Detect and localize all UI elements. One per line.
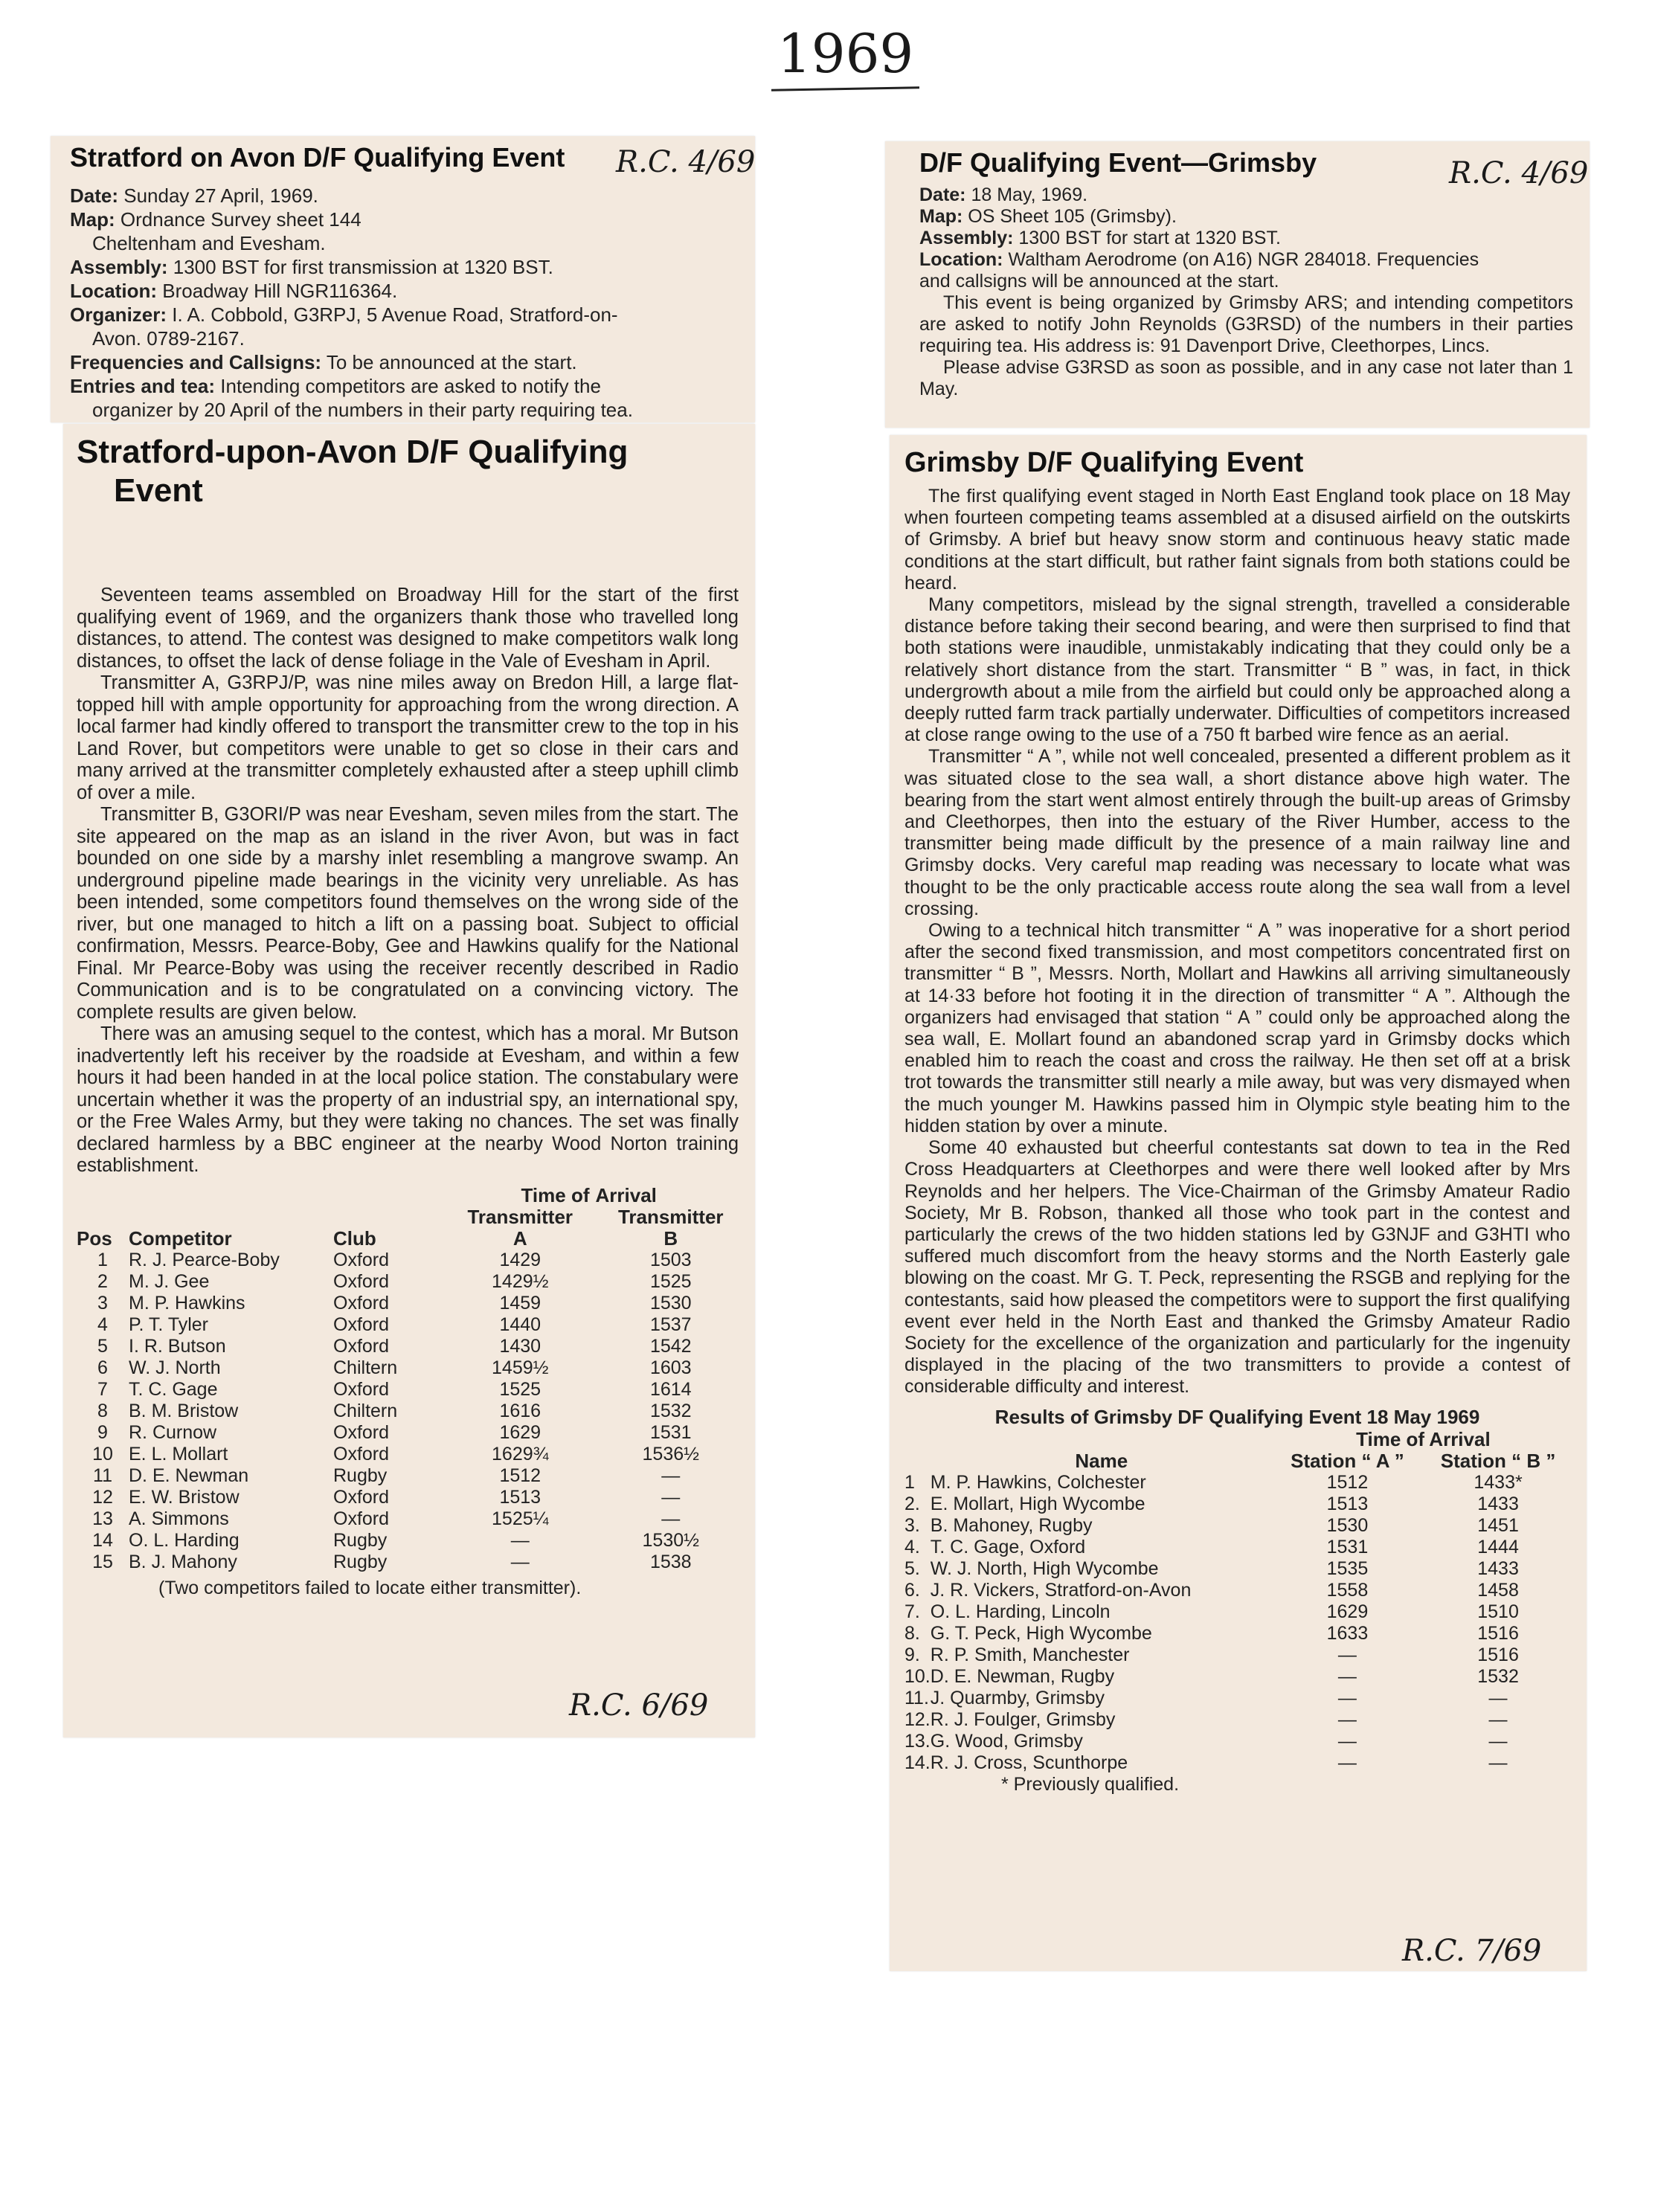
table-row [904,1709,1574,1731]
year-text: 1969 [777,22,914,85]
cell-pos: 5. [904,1557,920,1579]
table-row [77,1530,746,1552]
cell-b: 1530½ [642,1529,699,1551]
clip1-item-date [70,184,739,208]
cell-a: — [1337,1644,1357,1665]
clip2-title: D/F Qualifying Event—Grimsby [919,147,1317,178]
cell-pos: 1 [97,1249,108,1270]
cell-club: Oxford [333,1421,390,1443]
year-underline [771,86,919,91]
item-text: 18 May, 1969. [971,184,1088,205]
item-text: Sunday 27 April, 1969. [123,184,318,207]
cell-b: 1532 [1477,1665,1519,1687]
handwritten-note-1: R.C. 4/69 [616,145,756,179]
col-transmitter-b [596,1206,747,1250]
cell-b: 1516 [1477,1622,1519,1644]
cell-b: 1516 [1477,1644,1519,1665]
cell-club: Oxford [333,1292,390,1314]
header-time-of: Time of [521,1183,590,1206]
clip4-body [904,486,1570,1398]
table-row [77,1444,746,1465]
cell-pos: 11 [93,1465,112,1486]
table-row [77,1487,746,1508]
cell-name: O. L. Harding [129,1529,240,1551]
clip4-paragraph: Some 40 exhausted but cheerful contestants sat down to tea in the Red Cross Headquarters at Cleethorpes and were there well looked after by Mrs Reynolds and her helpers. The Vice-Chairman of the Grimsby Amateur Radio Society, Mr B. Robson, thanked all those who took part in the contest and particularly the crews of the two hidden stations led by G3NJF and G3HTI who suffered much discomfort from the heavy storms and the North Easterly gale blowing on the coast. Mr G. T. Peck, representing the RSGB and replying for the contestants, said how pleased the competitors were to support the first qualifying event ever held in the North East and thanked the Grimsby Amateur Radio Society for the excellence of the organization and particularly for the ingenuity displayed in the placing of the two transmitters to provide a contest of considerable difficulty and interest. [904,1137,1570,1398]
cell-name: R. P. Smith, Manchester [930,1644,1130,1665]
table-row [77,1465,746,1487]
cell-name: B. M. Bristow [129,1400,239,1421]
cell-name: M. P. Hawkins [129,1292,245,1314]
col-transmitter-a-label: Transmitter [467,1205,573,1228]
table-row [904,1752,1574,1774]
cell-b: 1458 [1477,1579,1519,1601]
table-row [904,1731,1574,1752]
cell-a: — [510,1529,530,1551]
cell-name: R. Curnow [129,1421,217,1443]
cell-b: 1532 [649,1400,692,1421]
cell-a: 1430 [499,1335,542,1357]
clip3-table-body [77,1250,746,1573]
cell-club: Rugby [333,1465,388,1486]
cell-a: 1629 [1326,1601,1369,1622]
cell-club: Oxford [333,1335,390,1357]
cell-pos: 14. [904,1752,931,1773]
item-continuation: Avon. 0789-2167. [92,327,245,350]
cell-a: 1525¼ [492,1508,549,1529]
clip1-item-map [70,208,739,255]
cell-a: 1525 [499,1378,542,1400]
cell-name: O. L. Harding, Lincoln [930,1601,1111,1622]
clip4-paragraph: Transmitter “ A ”, while not well concealed, presented a different problem as it was situated close to the sea wall, a short distance above high water. The bearing from the start went almost entirely through the built-up areas of Grimsby and Cleethorpes, then into the estuary of the River Humber, access to the transmitter being made difficult by the presence of a main railway line and Grimsby docks. Very careful map reading was necessary to locate what was thought to be the only practicable access route along the sea wall from a level crossing. [904,746,1570,919]
clipping-stratford-report [63,424,755,1737]
clip1-title: Stratford on Avon D/F Qualifying Event [70,142,565,173]
cell-a: — [1337,1687,1357,1708]
handwritten-note-2: R.C. 4/69 [1449,156,1589,190]
item-label: Map: [70,208,115,231]
item-text: Broadway Hill NGR116364. [162,280,398,302]
cell-pos: 7. [904,1601,920,1622]
cell-pos: 9 [97,1421,108,1443]
clip3-paragraph: Seventeen teams assembled on Broadway Hill for the start of the first qualifying event of 1969, and the organizers thank those who travelled long distances, to attend. The contest was designed to make competitors walk long distances, to offset the lack of dense foliage in the Vale of Evesham in April. [77,585,739,672]
cell-name: J. Quarmby, Grimsby [930,1687,1105,1708]
cell-b: 1531 [649,1421,692,1443]
cell-pos: 2. [904,1493,920,1514]
table-row [77,1401,746,1422]
cell-a: 1629¾ [492,1443,549,1465]
cell-name: G. T. Peck, High Wycombe [930,1622,1152,1644]
clip3-table-footnote: (Two competitors failed to locate either transmitter). [158,1577,582,1598]
cell-pos: 4 [97,1314,108,1335]
clip3-table-header [77,1206,746,1250]
cell-pos: 5 [97,1335,108,1357]
col-station-b: Station “ B ” [1440,1449,1556,1472]
clip3-paragraph: Transmitter A, G3RPJ/P, was nine miles away on Bredon Hill, a large flat-topped hill with ample opportunity for approaching from the wrong direction. A local farmer had kindly offered to transport the transmitter crew to the top in his Land Rover, but competitors were unable to get so close in their cars and many arrived at the transmitter completely exhausted after a steep uphill climb of over a mile. [77,672,739,803]
cell-name: W. J. North [129,1357,221,1378]
clip2-info-list [919,184,1573,292]
table-row [904,1601,1574,1623]
clip4-paragraph: Many competitors, mislead by the signal strength, travelled a considerable distance before taking their second bearing, and were then surprised to find that both stations were inaudible, unmistakably indicating that they could only be a relatively short distance from the start. Transmitter “ B ” was, in fact, in thick undergrowth about a mile from the airfield but could only be approached along a deeply rutted farm track partially underwater. Difficulties of competitors increased at close range owing to the use of a 750 ft barbed wire fence as an aerial. [904,594,1570,746]
cell-name: G. Wood, Grimsby [930,1730,1083,1752]
cell-a: 1459½ [492,1357,549,1378]
cell-pos: 7 [97,1378,108,1400]
cell-a: 1513 [499,1486,542,1508]
cell-name: D. E. Newman [129,1465,249,1486]
item-label: Assembly: [70,256,168,278]
cell-b: 1537 [649,1314,692,1335]
clip3-table-header-top [77,1185,746,1206]
cell-pos: 14 [92,1529,113,1551]
clip4-paragraph: Owing to a technical hitch transmitter “ A ” was inoperative for a short period after the second fixed transmission, and most competitors concentrated first on transmitter “ B ”, Messrs. North, Mollart and Hawkins all arriving simultaneously at 14·33 before hot footing it in the direction of transmitter “ A ”. Although the organizers had envisaged that station “ A ” could only be approached along the sea wall, E. Mollart found an abandoned scrap yard in Grimsby docks which enabled him to reach the coast and cross the railway. He then set off at a brisk trot towards the transmitter still nearly a mile away, but was very dismayed when the much younger M. Hawkins passed him in Olympic style beating him to the hidden station by over a minute. [904,920,1570,1136]
cell-a: 1429 [499,1249,542,1270]
item-label: Map: [919,206,963,227]
cell-b: 1433 [1477,1557,1519,1579]
col-station-a: Station “ A ” [1291,1449,1404,1472]
item-text: Intending competitors are asked to notify the [220,375,601,397]
clip1-item-entries [70,374,739,422]
cell-club: Chiltern [333,1400,398,1421]
cell-club: Oxford [333,1270,390,1292]
cell-a: 1512 [499,1465,542,1486]
header-time-of-arrival: Time of Arrival [1356,1427,1491,1450]
clip4-table-body [904,1472,1574,1774]
cell-b: 1542 [649,1335,692,1357]
table-row [904,1644,1574,1666]
clip2-item-map [919,206,1573,228]
item-text: Ordnance Survey sheet 144 [120,208,361,231]
clip3-paragraph: Transmitter B, G3ORI/P was near Evesham, seven miles from the start. The site appeared on the map as an island in the river Avon, but was in fact bounded on one side by a marshy inlet resembling a mangrove swamp. An underground pipeline made bearings in the vicinity very unreliable. As has been intended, some competitors found themselves on the wrong side of the river, but one managed to hitch a lift on a passing boat. Subject to official confirmation, Messrs. Pearce-Boby, Gee and Hawkins qualify for the National Final. Mr Pearce-Boby was using the receiver recently described in Radio Communication and is to be congratulated on a convincing victory. The complete results are given below. [77,804,739,1023]
cell-b: 1538 [649,1551,692,1572]
header-arrival: Arrival [595,1183,657,1206]
item-text: I. A. Cobbold, G3RPJ, 5 Avenue Road, Stratford-on- [172,303,618,326]
table-row [904,1580,1574,1601]
clip2-paragraph: Please advise G3RSD as soon as possible, and in any case not later than 1 May. [919,357,1573,399]
cell-a: 1459 [499,1292,542,1314]
cell-b: 1603 [649,1357,692,1378]
cell-club: Oxford [333,1378,390,1400]
table-row [77,1508,746,1530]
clip1-info-list [70,184,739,422]
table-row [77,1422,746,1444]
item-text: Waltham Aerodrome (on A16) NGR 284018. Frequencies [1008,249,1479,270]
table-row [77,1379,746,1401]
cell-b: 1451 [1477,1514,1519,1536]
cell-b: 1433* [1474,1471,1523,1493]
cell-club: Oxford [333,1314,390,1335]
cell-a: 1633 [1326,1622,1369,1644]
table-row [77,1293,746,1314]
cell-a: — [1337,1752,1357,1773]
cell-a: — [1337,1665,1357,1687]
item-label: Entries and tea: [70,375,216,397]
cell-name: B. Mahoney, Rugby [930,1514,1093,1536]
clip2-body [919,292,1573,400]
cell-club: Oxford [333,1508,390,1529]
clip4-table-header [904,1450,1574,1472]
col-club: Club [333,1226,376,1250]
clip1-item-organizer [70,303,739,350]
cell-name: E. W. Bristow [129,1486,240,1508]
cell-b: — [661,1486,681,1508]
cell-pos: 8 [97,1400,108,1421]
clip1-item-assembly [70,255,739,279]
clip3-title [77,433,739,510]
cell-pos: 13. [904,1730,931,1752]
cell-pos: 10. [904,1665,931,1687]
clip4-table-header-top [904,1429,1574,1450]
item-label: Location: [70,280,157,302]
col-transmitter-b-label: Transmitter [617,1205,724,1228]
clip4-title: Grimsby D/F Qualifying Event [904,447,1304,478]
col-name: Name [1075,1449,1128,1472]
clip4-table-title: Results of Grimsby DF Qualifying Event 18 May 1969 [994,1405,1480,1428]
cell-b: — [1488,1687,1508,1708]
cell-name: D. E. Newman, Rugby [930,1665,1115,1687]
clip2-item-assembly [919,228,1573,249]
cell-pos: 3. [904,1514,920,1536]
cell-pos: 8. [904,1622,920,1644]
cell-pos: 6. [904,1579,920,1601]
item-continuation: and callsigns will be announced at the start. [919,271,1279,292]
item-text: 1300 BST for first transmission at 1320 BST. [173,256,553,278]
cell-b: — [1488,1730,1508,1752]
table-row [77,1552,746,1573]
cell-b: — [661,1465,681,1486]
cell-pos: 4. [904,1536,920,1557]
table-row [904,1537,1574,1558]
cell-b: 1444 [1477,1536,1519,1557]
cell-a: 1616 [499,1400,542,1421]
cell-b: 1530 [649,1292,692,1314]
cell-a: 1629 [499,1421,542,1443]
cell-club: Rugby [333,1551,388,1572]
cell-name: A. Simmons [129,1508,229,1529]
cell-b: 1525 [649,1270,692,1292]
cell-b: 1510 [1477,1601,1519,1622]
table-row [904,1623,1574,1644]
cell-a: 1440 [499,1314,542,1335]
cell-pos: 2 [97,1270,108,1292]
cell-club: Oxford [333,1443,390,1465]
table-row [77,1357,746,1379]
cell-name: P. T. Tyler [129,1314,209,1335]
cell-name: E. Mollart, High Wycombe [930,1493,1145,1514]
cell-b: — [1488,1708,1508,1730]
cell-a: 1429½ [492,1270,549,1292]
item-continuation: Cheltenham and Evesham. [92,232,326,254]
table-row [77,1314,746,1336]
item-label: Date: [919,184,966,205]
table-row [904,1688,1574,1709]
clip1-item-frequencies [70,350,739,374]
item-label: Frequencies and Callsigns: [70,351,322,373]
cell-pos: 11. [904,1687,929,1708]
clip4-results-table [904,1429,1574,1774]
cell-b: — [661,1508,681,1529]
item-text: To be announced at the start. [326,351,577,373]
clip4-table-footnote: * Previously qualified. [1001,1773,1180,1795]
cell-a: — [1337,1708,1357,1730]
col-transmitter-b-sub: B [663,1226,678,1250]
table-row [904,1558,1574,1580]
cell-a: 1535 [1326,1557,1369,1579]
cell-name: R. J. Pearce-Boby [129,1249,280,1270]
clip3-body [77,585,739,1177]
cell-b: 1433 [1477,1493,1519,1514]
col-competitor: Competitor [129,1226,232,1250]
cell-name: M. P. Hawkins, Colchester [930,1471,1146,1493]
item-label: Location: [919,249,1003,270]
handwritten-note-4: R.C. 7/69 [1402,1934,1542,1968]
col-transmitter-a-sub: A [512,1226,527,1250]
cell-name: T. C. Gage [129,1378,218,1400]
table-row [77,1336,746,1357]
cell-pos: 12. [904,1708,931,1730]
clip2-paragraph: This event is being organized by Grimsby ARS; and intending competitors are asked to notify John Reynolds (G3RSD) of the numbers in their parties requiring tea. His address is: 91 Davenport Drive, Cleethorpes, Lincs. [919,292,1573,356]
cell-pos: 9. [904,1644,920,1665]
table-row [904,1515,1574,1537]
cell-a: 1558 [1326,1579,1369,1601]
cell-b: — [1488,1752,1508,1773]
table-row [904,1472,1574,1494]
item-label: Date: [70,184,119,207]
cell-pos: 3 [97,1292,108,1314]
cell-name: I. R. Butson [129,1335,226,1357]
clipping-grimsby-report [890,435,1587,1971]
col-transmitter-a [445,1206,596,1250]
cell-name: R. J. Foulger, Grimsby [930,1708,1116,1730]
cell-pos: 12 [92,1486,113,1508]
cell-name: W. J. North, High Wycombe [930,1557,1159,1579]
clip3-results-table [77,1185,746,1573]
clip3-paragraph: There was an amusing sequel to the contest, which has a moral. Mr Butson inadvertently left his receiver by the roadside at Evesham, and within a few hours it had been handed in at the local police station. The constabulary were uncertain whether it was the property of an industrial spy, an international spy, or the Free Wales Army, but they were taking no chances. The set was finally declared harmless by a BBC engineer at the nearby Wood Norton training establishment. [77,1023,739,1176]
cell-name: J. R. Vickers, Stratford-on-Avon [930,1579,1192,1601]
cell-pos: 6 [97,1357,108,1378]
clip1-item-location [70,279,739,303]
item-label: Organizer: [70,303,167,326]
cell-a: — [510,1551,530,1572]
cell-club: Chiltern [333,1357,398,1378]
table-row [77,1250,746,1271]
table-row [904,1494,1574,1515]
cell-club: Rugby [333,1529,388,1551]
cell-b: 1536½ [642,1443,699,1465]
table-row [904,1666,1574,1688]
col-pos: Pos [77,1226,112,1250]
cell-name: R. J. Cross, Scunthorpe [930,1752,1128,1773]
cell-a: 1531 [1326,1536,1369,1557]
cell-pos: 10 [92,1443,113,1465]
cell-a: 1512 [1326,1471,1369,1493]
cell-b: 1503 [649,1249,692,1270]
clip4-paragraph: The first qualifying event staged in North East England took place on 18 May when fourteen competing teams assembled at a disused airfield on the outskirts of Grimsby. A brief but heavy snow storm and continuous heavy static made conditions at the start difficult, but rather faint signals from both stations could be heard. [904,486,1570,594]
handwritten-year [777,22,913,85]
cell-name: T. C. Gage, Oxford [930,1536,1086,1557]
handwritten-note-3: R.C. 6/69 [569,1688,709,1723]
item-text: 1300 BST for start at 1320 BST. [1018,228,1281,248]
cell-pos: 15 [92,1551,113,1572]
cell-pos: 1 [904,1471,915,1493]
cell-club: Oxford [333,1249,390,1270]
cell-a: 1513 [1326,1493,1369,1514]
item-continuation: organizer by 20 April of the numbers in their party requiring tea. [92,399,633,421]
cell-name: E. L. Mollart [129,1443,228,1465]
clip3-title-line2: Event [114,472,203,509]
clip3-title-line1: Stratford-upon-Avon D/F Qualifying [77,434,629,470]
cell-club: Oxford [333,1486,390,1508]
cell-name: B. J. Mahony [129,1551,237,1572]
item-text: OS Sheet 105 (Grimsby). [968,206,1177,227]
clip2-item-location [919,249,1573,292]
cell-name: M. J. Gee [129,1270,210,1292]
cell-a: 1530 [1326,1514,1369,1536]
table-row [77,1271,746,1293]
cell-a: — [1337,1730,1357,1752]
cell-pos: 13 [92,1508,113,1529]
item-label: Assembly: [919,228,1014,248]
cell-b: 1614 [649,1378,692,1400]
